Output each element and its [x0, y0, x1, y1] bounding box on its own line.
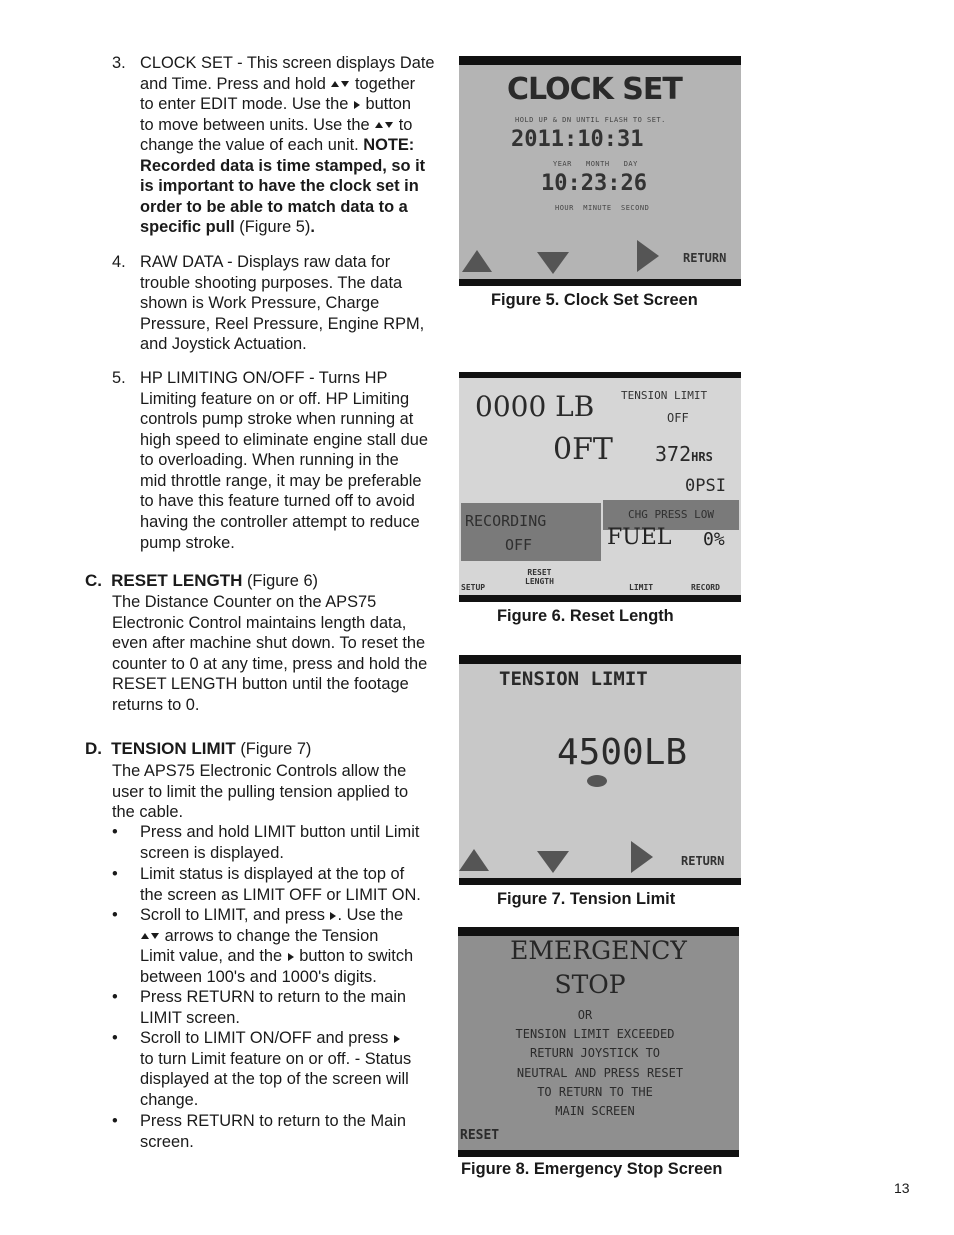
screen-title: TENSION LIMIT [499, 668, 648, 690]
section-reset-length [85, 571, 457, 714]
limit-button-label: LIMIT [629, 583, 654, 592]
right-arrow-icon [637, 240, 659, 272]
tension-limit-label: TENSION LIMIT [621, 389, 708, 402]
item-number: 5. [112, 369, 126, 387]
figure-caption: Figure 6. Reset Length [497, 607, 674, 625]
up-arrow-icon [331, 81, 339, 87]
figure-caption: Figure 8. Emergency Stop Screen [461, 1160, 723, 1178]
message-line: OR [577, 1008, 593, 1022]
item-number: 3. [112, 54, 126, 72]
down-arrow-icon [537, 851, 569, 873]
tension-limit-status: OFF [667, 411, 689, 425]
emergency-heading: EMERGENCY [510, 936, 687, 965]
reset-length-button-label: RESET LENGTH [525, 568, 554, 586]
screen-title: CLOCK SET [507, 72, 682, 107]
page-number: 13 [894, 1180, 910, 1196]
figure-reset-length-screen [459, 372, 741, 602]
item-text: HP LIMITING ON/OFF - Turns HP Limiting feature on or off. HP Limiting controls pump stroke when running at high speed to eliminate engine stall due to overloading. When running in the mid throttle range, it may be preferable to have this feature turned off to avoid having the controller attempt to reduce pump stroke. [140, 369, 428, 552]
return-label: RETURN [681, 854, 725, 868]
reset-button-label: RESET [460, 1128, 500, 1143]
tension-readout: 0000 LB [475, 390, 595, 423]
message-line: NEUTRAL AND PRESS RESET [516, 1066, 684, 1080]
figure-emergency-stop-screen [458, 927, 739, 1157]
right-arrow-icon [354, 101, 360, 109]
section-body: The Distance Counter on the APS75 Electronic Control maintains length data, even after machine shut down. To reset the counter to 0 at any time, press and hold the RESET LENGTH button until the footage returns to 0. [112, 593, 428, 714]
message-line: TENSION LIMIT EXCEEDED [515, 1027, 675, 1041]
right-arrow-icon [330, 912, 336, 920]
down-arrow-icon [341, 81, 349, 87]
section-heading: C. RESET LENGTH (Figure 6) [85, 571, 319, 590]
down-arrow-icon [385, 122, 393, 128]
message-line: MAIN SCREEN [555, 1104, 635, 1118]
down-arrow-icon [151, 933, 159, 939]
tension-limit-value: 4500LB [557, 732, 688, 773]
date-readout: 2011:10:31 [511, 127, 644, 152]
stop-heading: STOP [554, 970, 626, 999]
hours-readout: 372HRS [655, 442, 713, 466]
screen-hint: HOLD UP & DN UNTIL FLASH TO SET. [515, 116, 666, 124]
time-readout: 10:23:26 [541, 171, 647, 196]
right-arrow-icon [631, 841, 653, 873]
section-tension-limit [85, 739, 457, 821]
date-labels: YEAR MONTH DAY [553, 160, 638, 168]
recording-status: RECORDING OFF [461, 503, 601, 561]
up-arrow-icon [375, 122, 383, 128]
charge-pressure-low-alert: CHG PRESS LOW [603, 500, 739, 530]
message-line: RETURN JOYSTICK TO [529, 1046, 661, 1060]
up-arrow-icon [459, 849, 489, 871]
figure-caption: Figure 5. Clock Set Screen [491, 291, 698, 309]
item-text: RAW DATA - Displays raw data for trouble shooting purposes. The data shown is Work Pressure, Charge Pressure, Reel Pressure, Engine RPM, and Joystick Actuation. [140, 253, 425, 353]
footage-readout: 0FT [553, 432, 613, 467]
time-labels: HOUR MINUTE SECOND [555, 204, 650, 212]
figure-clock-set-screen [459, 56, 741, 286]
section-body: The APS75 Electronic Controls allow the user to limit the pulling tension applied to the cable. [112, 762, 409, 821]
item-text: CLOCK SET - This screen displays Date and Time. Press and hold together to enter EDIT mode. Use the button to move between units. Use the to change the value of each unit. NOTE: Recorded data is time stamped, so it is important to have the clock set in order to be able to match data to a specific pull (Figure 5). [140, 54, 435, 236]
edit-cursor [587, 775, 607, 787]
setup-button-label: SETUP [461, 583, 486, 592]
up-arrow-icon [141, 933, 149, 939]
return-label: RETURN [683, 251, 727, 265]
item-number: 4. [112, 253, 126, 271]
right-arrow-icon [288, 953, 294, 961]
up-arrow-icon [462, 250, 492, 272]
figure-tension-limit-screen [459, 655, 741, 885]
charge-pressure-readout: 0PSI [685, 476, 726, 496]
down-arrow-icon [537, 252, 569, 274]
fuel-readout: FUEL 0% [607, 525, 725, 550]
message-line: TO RETURN TO THE [537, 1085, 653, 1099]
section-heading: D. TENSION LIMIT (Figure 7) [85, 739, 312, 758]
record-button-label: RECORD [691, 583, 720, 592]
figure-caption: Figure 7. Tension Limit [497, 890, 676, 908]
right-arrow-icon [394, 1035, 400, 1043]
